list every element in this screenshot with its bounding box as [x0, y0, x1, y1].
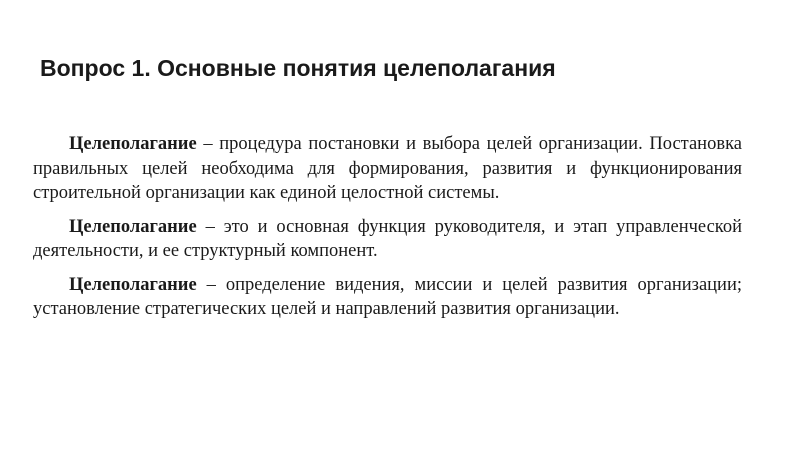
slide-body [33, 132, 742, 331]
definition-text: – это и основная функция руководителя, и этап управленческой деятельности, и ее структурный компонент. [33, 216, 742, 261]
definition-paragraph-3 [33, 273, 742, 322]
definition-text: – определение видения, миссии и целей развития организации; установление стратегических целей и направлений развития организации. [33, 274, 742, 319]
definition-term: Целеполагание [69, 274, 197, 295]
definition-paragraph-2 [33, 215, 742, 264]
slide-title: Вопрос 1. Основные понятия целеполагания [40, 55, 556, 81]
definition-term: Целеполагание [69, 134, 197, 154]
definition-text: – процедура постановки и выбора целей организации. Постановка правильных целей необходима для формирования, развития и функционирования строительной организации как единой целостной системы. [33, 134, 742, 203]
definition-paragraph-1 [33, 132, 742, 206]
definition-term: Целеполагание [69, 216, 197, 237]
